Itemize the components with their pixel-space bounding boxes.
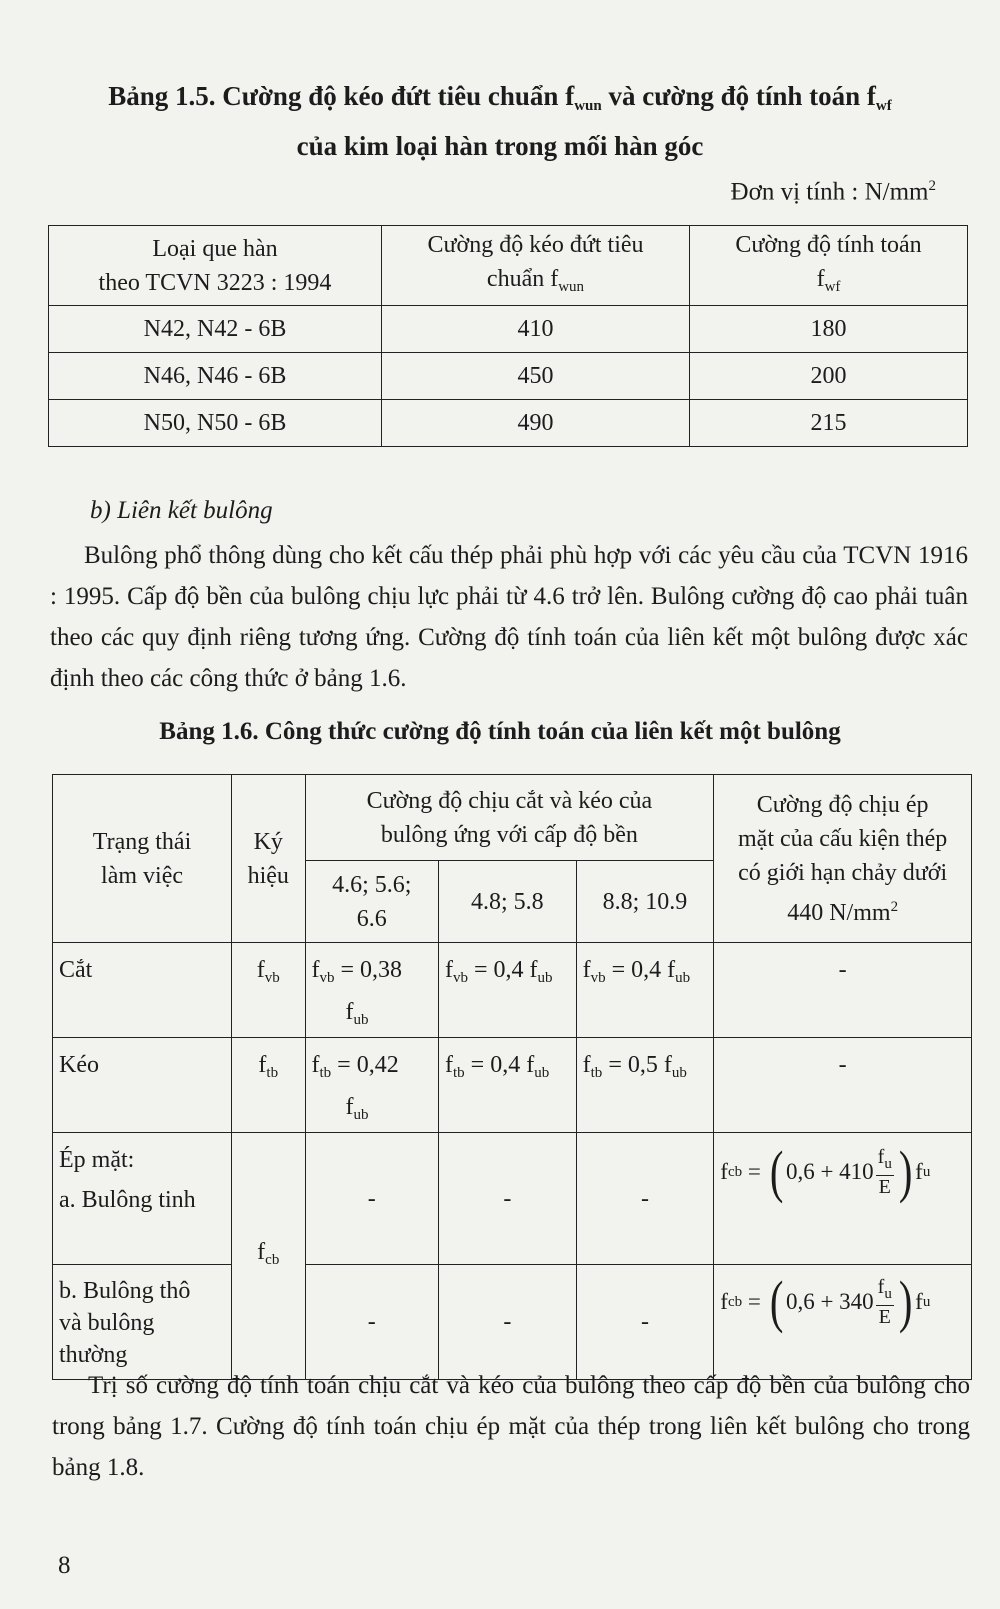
sub: ub xyxy=(534,1065,550,1081)
symbol-f: f xyxy=(258,1052,267,1078)
coef: = 0,5 f xyxy=(608,1052,672,1078)
title-part: Bảng 1.5. Cường độ kéo đứt tiêu chuẩn f xyxy=(108,81,575,111)
formula-rough: f cb = ( 0,6 + 340 $\frac{f_u}{E}$ ) f u xyxy=(720,1269,931,1334)
cell-bearing: - xyxy=(714,1038,972,1133)
cell-grade-2 xyxy=(439,1038,577,1133)
sub: cb xyxy=(727,1294,743,1310)
header-text: 6.6 xyxy=(356,905,387,932)
sub: cb xyxy=(727,1164,743,1180)
header-text: Ký xyxy=(253,828,283,855)
unit-sup: 2 xyxy=(928,178,936,194)
header-text: 440 N/mm xyxy=(787,899,891,926)
state-precise: a. Bulông tinh xyxy=(59,1187,196,1213)
f: f xyxy=(582,957,591,983)
cell-fwf: 200 xyxy=(690,353,968,400)
title-part: và cường độ tính toán f xyxy=(601,81,876,111)
coef: 0,6 + 410 xyxy=(785,1159,874,1184)
cell-grade-1: - xyxy=(305,1265,439,1380)
header-text: theo TCVN 3223 : 1994 xyxy=(98,269,332,296)
sub: ub xyxy=(671,1065,687,1081)
sub: ub xyxy=(675,970,691,986)
header-bearing xyxy=(714,775,972,943)
cell-fwf: 215 xyxy=(690,400,968,447)
header-state xyxy=(53,775,232,943)
cell-bearing-formula xyxy=(714,1133,972,1265)
sub: vb xyxy=(590,970,606,986)
title-sub: wun xyxy=(574,98,602,114)
symbol-f: f xyxy=(256,957,265,983)
table-row xyxy=(49,306,968,353)
header-text: hiệu xyxy=(247,862,289,889)
sub: vb xyxy=(319,970,335,986)
coef: = 0,4 f xyxy=(611,957,676,983)
f: f xyxy=(915,1159,923,1184)
f: f xyxy=(582,1052,591,1078)
header-text: Loại que hàn xyxy=(152,235,278,262)
table-1-5-title xyxy=(40,76,960,166)
section-heading-b: b) Liên kết bulông xyxy=(90,497,273,524)
header-text: Cường độ kéo đứt tiêu xyxy=(427,231,644,258)
cell-type: N46, N46 - 6B xyxy=(49,353,382,400)
f: f xyxy=(720,1289,728,1314)
cell-grade-1: - xyxy=(305,1133,439,1265)
header-text: Cường độ chịu cắt và kéo của xyxy=(366,787,653,814)
header-sup: 2 xyxy=(890,898,899,915)
cell-grade-3 xyxy=(576,943,714,1038)
header-text: mặt của cấu kiện thép xyxy=(738,825,948,852)
table-row-tension xyxy=(53,1038,972,1133)
f: f xyxy=(311,957,320,983)
cell-grade-2 xyxy=(439,943,577,1038)
header-grade-1 xyxy=(305,861,439,943)
table-row-bearing-precise xyxy=(53,1133,972,1265)
sub: tb xyxy=(590,1065,603,1081)
state-rough: thường xyxy=(59,1342,128,1368)
header-fwf xyxy=(690,226,968,306)
den: E xyxy=(878,1176,891,1198)
table-1-6-title: Bảng 1.6. Công thức cường độ tính toán của liên kết một bulông xyxy=(159,718,841,745)
table-row-shear xyxy=(53,943,972,1038)
header-shear-tension-group xyxy=(305,775,714,861)
sub: ub xyxy=(537,970,553,986)
state-rough: b. Bulông thô xyxy=(59,1278,191,1304)
table-row xyxy=(49,400,968,447)
num-sub: u xyxy=(884,1286,892,1302)
cell-fwf: 180 xyxy=(690,306,968,353)
table-header-row xyxy=(53,775,972,861)
header-text: có giới hạn chảy dưới xyxy=(738,859,948,886)
symbol-f: f xyxy=(257,1239,266,1265)
header-grade-2: 4.8; 5.8 xyxy=(439,861,577,943)
cell-fwun: 450 xyxy=(382,353,690,400)
cell-state xyxy=(53,1133,232,1265)
header-text: bulông ứng với cấp độ bền xyxy=(380,821,638,848)
cell-bearing: - xyxy=(714,943,972,1038)
f: f xyxy=(311,1052,320,1078)
coef: = 0,4 f xyxy=(474,957,538,983)
cell-grade-2: - xyxy=(439,1265,577,1380)
header-fwun xyxy=(382,226,690,306)
cell-type: N50, N50 - 6B xyxy=(49,400,382,447)
header-text: làm việc xyxy=(101,862,183,889)
table-header-row xyxy=(49,226,968,306)
f: f xyxy=(345,1094,354,1120)
table-1-6 xyxy=(52,774,972,1380)
cell-state xyxy=(53,1265,232,1380)
cell-state: Cắt xyxy=(53,943,232,1038)
cell-symbol-bearing xyxy=(232,1133,305,1380)
den: E xyxy=(878,1306,891,1328)
symbol-sub: vb xyxy=(264,970,280,986)
cell-bearing-formula xyxy=(714,1265,972,1380)
num: f xyxy=(877,1146,885,1168)
header-text: 4.6; 5.6; xyxy=(332,871,412,898)
header-text: chuẩn f xyxy=(486,265,559,292)
cell-fwun: 490 xyxy=(382,400,690,447)
sub: u xyxy=(922,1294,931,1310)
coef: = 0,42 xyxy=(337,1052,399,1078)
paragraph-1: Bulông phổ thông dùng cho kết cấu thép phải phù hợp với các yêu cầu của TCVN 1916 : 1995. Cấp độ bền của bulông chịu lực phải từ 4.6 trở lên. Bulông cường độ cao phải tuân theo các quy định riêng tương ứng. Cường độ tính toán của liên kết một bulông được xác định theo các công thức ở bảng 1.6. xyxy=(50,542,968,692)
f: f xyxy=(720,1159,728,1184)
header-text: Trạng thái xyxy=(92,828,192,855)
table-1-5 xyxy=(48,225,968,447)
coef: 0,6 + 340 xyxy=(785,1289,874,1314)
table-row-bearing-rough xyxy=(53,1265,972,1380)
header-sub: wun xyxy=(558,278,585,295)
header-grade-3: 8.8; 10.9 xyxy=(576,861,714,943)
cell-grade-1 xyxy=(305,1038,439,1133)
page-number: 8 xyxy=(58,1552,71,1579)
cell-grade-1 xyxy=(305,943,439,1038)
sub: tb xyxy=(453,1065,465,1081)
cell-state: Kéo xyxy=(53,1038,232,1133)
header-sub: wf xyxy=(824,278,841,295)
fraction xyxy=(876,1146,894,1198)
f: f xyxy=(345,999,354,1025)
sub: ub xyxy=(353,1012,369,1028)
unit-text: Đơn vị tính : N/mm xyxy=(730,178,929,206)
num: f xyxy=(877,1276,885,1298)
header-symbol xyxy=(232,775,305,943)
formula-precise: f cb = ( 0,6 + 410 $\frac{f_u}{E}$ ) f u xyxy=(720,1139,931,1204)
state-rough: và bulông xyxy=(59,1310,155,1336)
f: f xyxy=(445,1052,453,1078)
coef: = 0,38 xyxy=(340,957,403,983)
symbol-sub: tb xyxy=(266,1065,279,1081)
cell-grade-3 xyxy=(576,1038,714,1133)
sub: u xyxy=(922,1164,931,1180)
f: f xyxy=(445,957,453,983)
fraction xyxy=(876,1276,894,1328)
symbol-sub: cb xyxy=(265,1252,280,1268)
paragraph-2: Trị số cường độ tính toán chịu cắt và kéo của bulông theo cấp độ bền của bulông cho trong bảng 1.7. Cường độ tính toán chịu ép mặt của thép trong liên kết bulông cho trong bảng 1.8. xyxy=(52,1372,970,1481)
coef: = 0,4 f xyxy=(470,1052,535,1078)
header-text: Cường độ chịu ép xyxy=(756,791,929,818)
header-text: f xyxy=(816,265,825,292)
title-line2: của kim loại hàn trong mối hàn góc xyxy=(296,131,704,161)
cell-symbol xyxy=(232,1038,305,1133)
header-electrode-type xyxy=(49,226,382,306)
cell-grade-3: - xyxy=(576,1133,714,1265)
cell-symbol xyxy=(232,943,305,1038)
cell-grade-2: - xyxy=(439,1133,577,1265)
sub: vb xyxy=(453,970,468,986)
cell-type: N42, N42 - 6B xyxy=(49,306,382,353)
bearing-label: Ép mặt: xyxy=(59,1147,135,1173)
sub: ub xyxy=(353,1107,369,1123)
num-sub: u xyxy=(884,1156,892,1172)
table-row xyxy=(49,353,968,400)
header-text: Cường độ tính toán xyxy=(735,231,922,258)
cell-fwun: 410 xyxy=(382,306,690,353)
f: f xyxy=(915,1289,923,1314)
title-sub: wf xyxy=(875,98,892,114)
unit-label xyxy=(731,178,936,206)
cell-grade-3: - xyxy=(576,1265,714,1380)
sub: tb xyxy=(319,1065,332,1081)
